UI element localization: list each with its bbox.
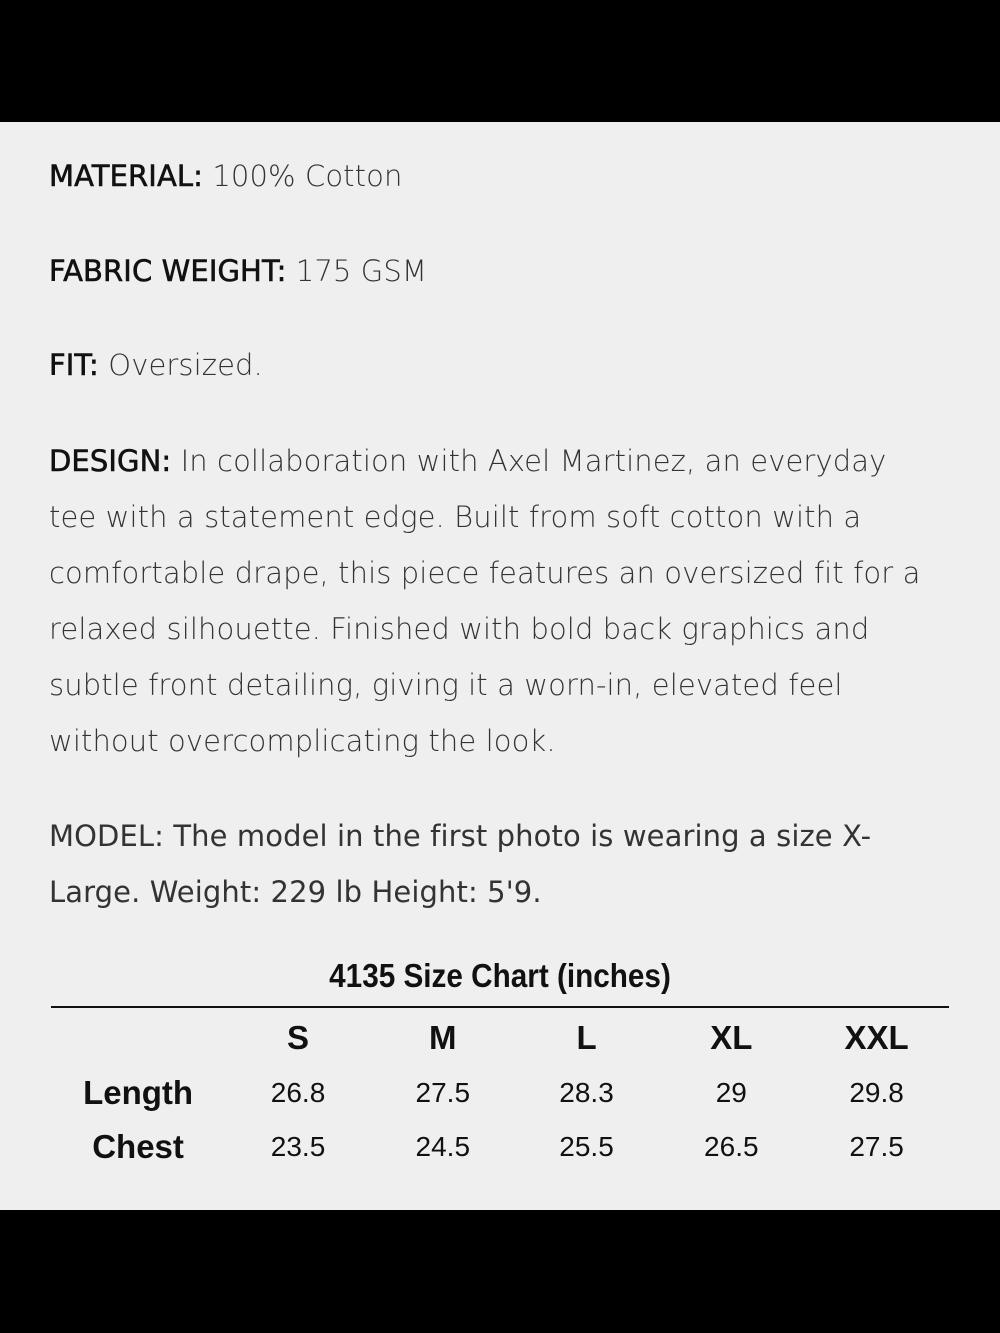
size-chart-title: 4135 Size Chart (inches) — [329, 957, 671, 994]
fit-line — [49, 337, 949, 393]
material-value: 100% Cotton — [212, 159, 403, 193]
table-row — [51, 1066, 949, 1120]
product-details-panel — [0, 122, 1000, 1210]
design-value: In collaboration with Axel Martinez, an everyday tee with a statement edge. Built from soft cotton with a comfortable drape, this piece features an oversized fit for a relaxed silhouette. Finished with bold back graphics and subtle front detailing, giving it a worn-in, elevated feel without overcomplicating the look. — [49, 444, 921, 758]
size-chart-divider — [51, 1006, 949, 1008]
fabric-weight-line — [49, 243, 949, 299]
fabric-weight-label: FABRIC WEIGHT: — [49, 254, 287, 288]
row-label-chest: Chest — [92, 1128, 184, 1165]
model-paragraph: MODEL: The model in the first photo is wearing a size X-Large. Weight: 229 lb Height: 5'9. — [49, 819, 872, 909]
material-label: MATERIAL: — [49, 159, 204, 193]
fabric-weight-value: 175 GSM — [295, 254, 427, 288]
size-header-row — [51, 1010, 949, 1066]
size-header-m: M — [429, 1019, 457, 1056]
design-label: DESIGN: — [49, 444, 172, 478]
length-xl: 29 — [715, 1077, 747, 1108]
size-header-xxl: XXL — [844, 1019, 909, 1056]
length-m: 27.5 — [415, 1077, 471, 1108]
chest-m: 24.5 — [415, 1131, 471, 1162]
material-line — [49, 148, 949, 204]
size-header-empty — [51, 1010, 225, 1066]
chest-l: 25.5 — [559, 1131, 614, 1162]
size-header-l: L — [576, 1019, 597, 1056]
bottom-black-bar — [0, 1210, 1000, 1333]
fit-value: Oversized. — [108, 348, 263, 382]
chest-xl: 26.5 — [704, 1131, 759, 1162]
chest-xxl: 27.5 — [849, 1131, 904, 1162]
fit-label: FIT: — [49, 348, 99, 382]
top-black-bar — [0, 0, 1000, 122]
size-header-s: S — [287, 1019, 310, 1056]
chest-s: 23.5 — [270, 1131, 326, 1162]
size-chart-table — [51, 1010, 949, 1174]
length-xxl: 29.8 — [849, 1077, 904, 1108]
design-paragraph — [49, 433, 929, 769]
length-l: 28.3 — [559, 1077, 614, 1108]
row-label-length: Length — [83, 1074, 194, 1111]
length-s: 26.8 — [270, 1077, 326, 1108]
size-header-xl: XL — [710, 1019, 753, 1056]
table-row — [51, 1120, 949, 1174]
